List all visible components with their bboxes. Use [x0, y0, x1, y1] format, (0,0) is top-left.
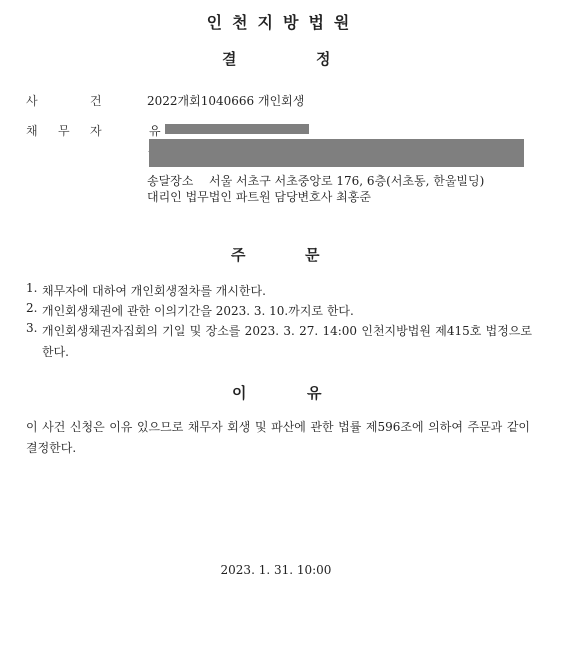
case-number: 2022개회1040666 개인회생: [147, 94, 305, 108]
order-item-number: 1.: [26, 281, 38, 295]
reason-title-char-2: 유: [307, 384, 322, 402]
order-title-char-1: 주: [231, 246, 246, 264]
debtor-label-char-1: 채: [26, 124, 38, 138]
reason-text: 이 사건 신청은 이유 있으므로 채무자 회생 및 파산에 관한 법률 제596조에 의하여 주문과 같이 결정한다.: [26, 420, 530, 455]
order-item-number: 3.: [26, 321, 38, 335]
document-type-char-2: 정: [316, 50, 331, 68]
order-item-3: [26, 321, 532, 365]
delivery-label: 송달장소: [147, 174, 194, 188]
debtor-label-char-3: 자: [90, 124, 102, 138]
order-title-char-2: 문: [305, 246, 320, 264]
order-item-text: 개인회생채권에 관한 이의기간을 2023. 3. 10.까지로 한다.: [42, 304, 354, 318]
case-label-char-1: 사: [26, 94, 38, 108]
case-label-char-2: 건: [90, 94, 102, 108]
order-item-number: 2.: [26, 301, 38, 315]
delivery-address: 서울 서초구 서초중앙로 176, 6층(서초동, 한울빌딩): [209, 174, 485, 188]
order-item-text: 채무자에 대하여 개인회생절차를 개시한다.: [42, 284, 266, 298]
delivery-place: [147, 172, 484, 189]
redacted-debtor-name: [165, 124, 309, 134]
representative: 대리인 법무법인 파트원 담당변호사 최홍준: [147, 190, 371, 204]
order-item-text: 개인회생채권자집회의 기일 및 장소를 2023. 3. 27. 14:00 인천지방법원 제415호 법정으로 한다.: [42, 324, 532, 359]
debtor-name-prefix: 유: [149, 124, 161, 138]
debtor-label-char-2: 무: [58, 124, 70, 138]
court-name: 인천지방법원: [206, 13, 360, 32]
redacted-debtor-address: [149, 139, 524, 167]
reason-title-char-1: 이: [232, 384, 247, 402]
document-type-char-1: 결: [222, 50, 237, 68]
decision-date: 2023. 1. 31. 10:00: [220, 563, 332, 577]
